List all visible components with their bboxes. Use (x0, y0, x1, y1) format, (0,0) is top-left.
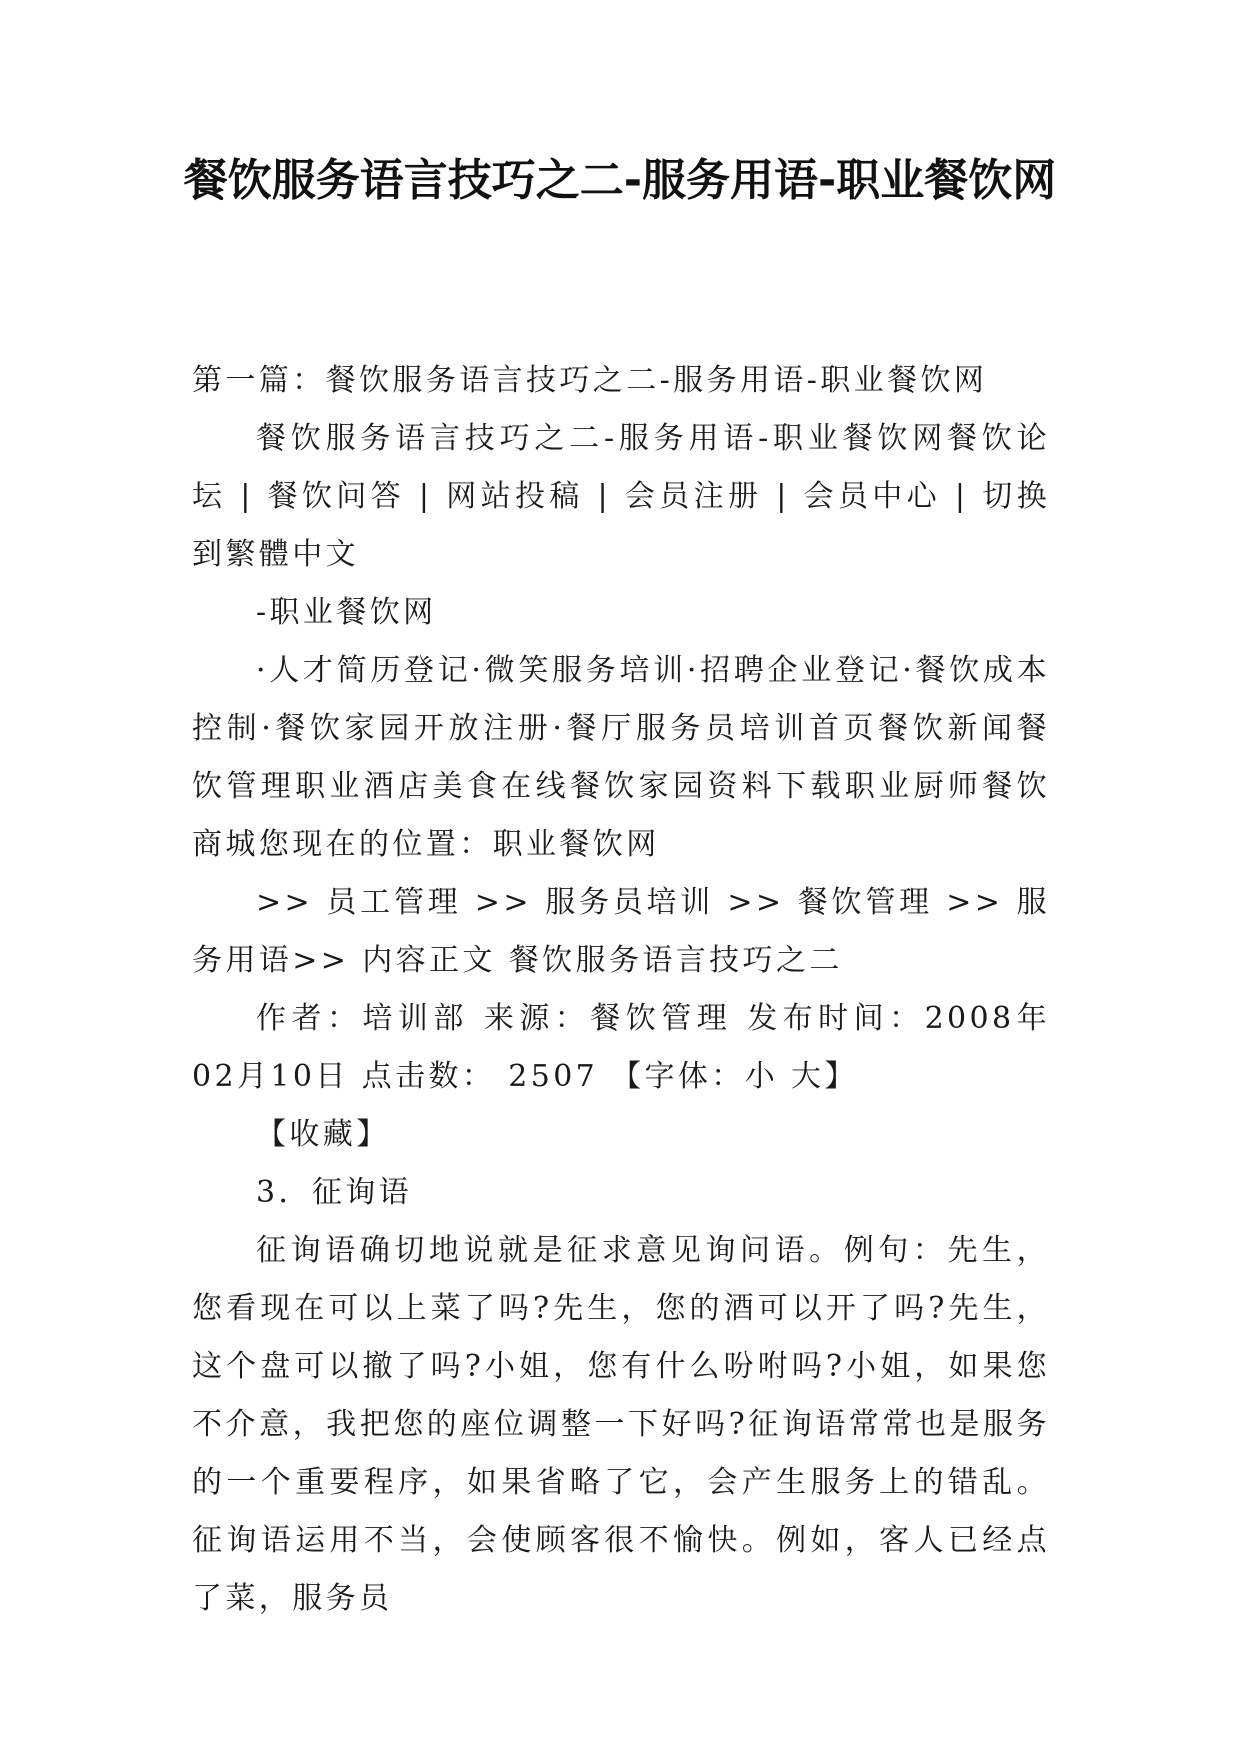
site-name-paragraph: -职业餐饮网 (256, 595, 437, 630)
channel-links-paragraph: ·人才简历登记·微笑服务培训·招聘企业登记·餐饮成本控制·餐饮家园开放注册·餐厅服务员培训首页餐饮新闻餐饮管理职业酒店美食在线餐饮家园资料下载职业厨师餐饮商城您现在的位置：职业餐饮网 (192, 653, 1050, 862)
favorite-paragraph: 【收藏】 (256, 1117, 390, 1152)
document-title: 餐饮服务语言技巧之二-服务用语-职业餐饮网 (183, 155, 1057, 206)
article-meta-paragraph: 作者：培训部 来源：餐饮管理 发布时间：2008年02月10日 点击数： 2507 【字体：小 大】 (192, 1001, 1050, 1094)
chapter-heading: 第一篇：餐饮服务语言技巧之二-服务用语-职业餐饮网 (192, 363, 988, 398)
section-heading: 3．征询语 (256, 1175, 413, 1210)
breadcrumb-paragraph: >> 员工管理 >> 服务员培训 >> 餐饮管理 >> 服务用语>> 内容正文 餐饮服务语言技巧之二 (192, 885, 1050, 978)
body-paragraph: 征询语确切地说就是征求意见询问语。例句：先生，您看现在可以上菜了吗?先生，您的酒可以开了吗?先生，这个盘可以撤了吗?小姐，您有什么吩咐吗?小姐，如果您不介意，我把您的座位调整一下好吗?征询语常常也是服务的一个重要程序，如果省略了它，会产生服务上的错乱。征询语运用不当，会使顾客很不愉快。例如，客人已经点了菜，服务员 (192, 1233, 1050, 1616)
site-nav-paragraph: 餐饮服务语言技巧之二-服务用语-职业餐饮网餐饮论坛 | 餐饮问答 | 网站投稿 | 会员注册 | 会员中心 | 切换到繁體中文 (192, 421, 1050, 572)
document-body (192, 352, 1050, 1628)
